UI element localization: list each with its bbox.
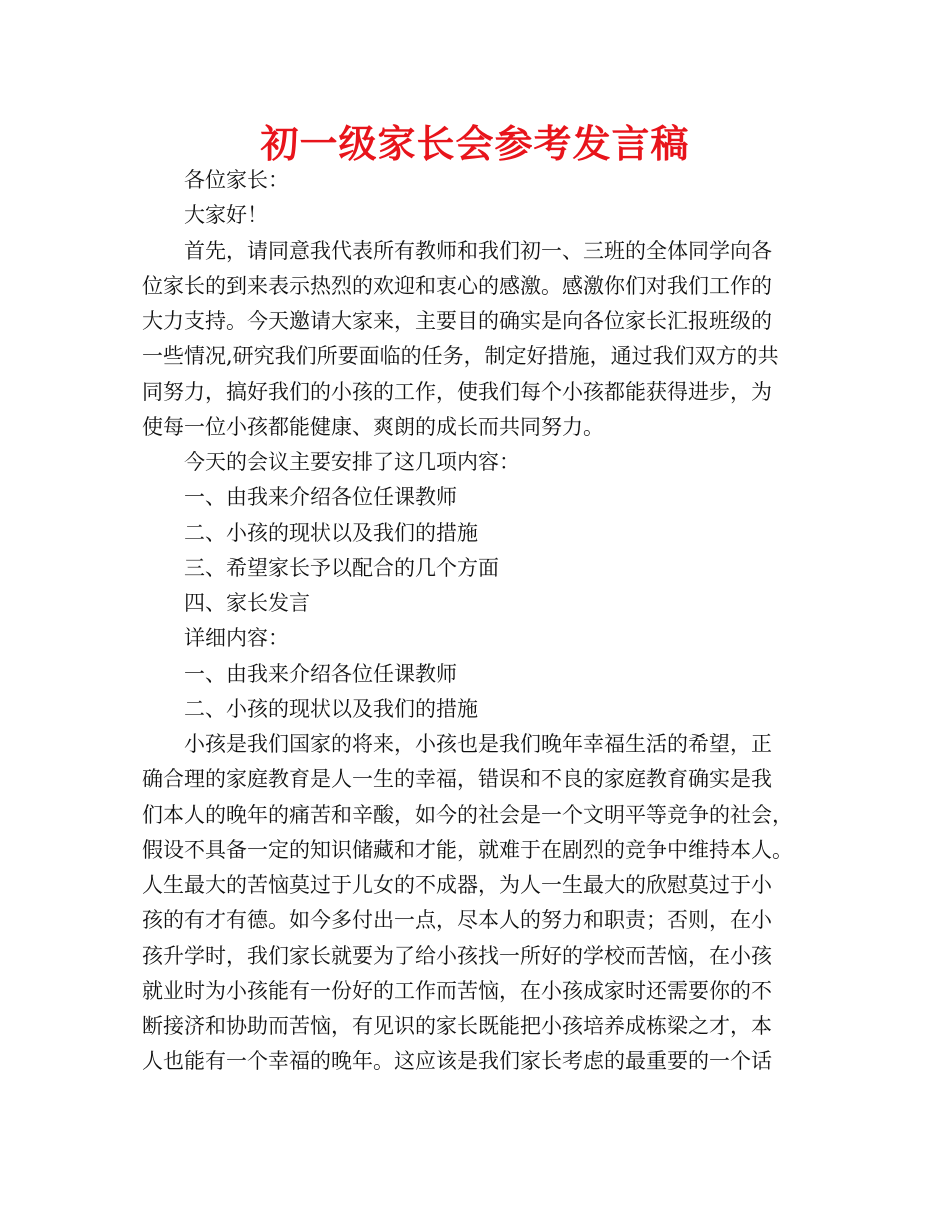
body-text-line: 首先，请同意我代表所有教师和我们初一、三班的全体同学向各: [184, 238, 772, 263]
body-text-line: 详细内容：: [184, 626, 289, 651]
body-text-line: 一、由我来介绍各位任课教师: [184, 485, 457, 510]
body-text-line: 确合理的家庭教育是人一生的幸福，错误和不良的家庭教育确实是我: [142, 767, 772, 792]
body-text-line: 就业时为小孩能有一份好的工作而苦恼，在小孩成家时还需要你的不: [142, 978, 772, 1003]
body-text-line: 断接济和协助而苦恼，有见识的家长既能把小孩培养成栋梁之才，本: [142, 1014, 772, 1038]
body-text-line: 小孩是我们国家的将来，小孩也是我们晚年幸福生活的希望，正: [184, 732, 772, 756]
document-title: 初一级家长会参考发言稿: [260, 121, 690, 166]
body-text-line: 三、希望家长予以配合的几个方面: [184, 555, 499, 580]
body-text-line: 各位家长：: [184, 168, 289, 192]
body-text-line: 使每一位小孩都能健康、爽朗的成长而共同努力。: [142, 414, 604, 439]
body-text-line: 大力支持。今天邀请大家来，主要目的确实是向各位家长汇报班级的: [142, 309, 772, 333]
body-text-line: 假设不具备一定的知识储藏和才能，就难于在剧烈的竞争中维持本人。: [142, 837, 793, 862]
body-text-line: 人生最大的苦恼莫过于儿女的不成器，为人一生最大的欣慰莫过于小: [142, 873, 772, 897]
body-text-line: 同努力，搞好我们的小孩的工作，使我们每个小孩都能获得进步，为: [142, 379, 772, 404]
body-text-line: 一、由我来介绍各位任课教师: [184, 661, 457, 686]
body-text-line: 四、家长发言: [184, 591, 310, 615]
body-text-line: 大家好！: [184, 203, 268, 228]
body-text-line: 二、小孩的现状以及我们的措施: [184, 520, 478, 545]
body-text-line: 孩升学时，我们家长就要为了给小孩找一所好的学校而苦恼，在小孩: [142, 943, 772, 968]
body-text-line: 孩的有才有德。如今多付出一点，尽本人的努力和职责；否则，在小: [142, 908, 772, 933]
body-text-line: 人也能有一个幸福的晚年。这应该是我们家长考虑的最重要的一个话: [142, 1049, 772, 1074]
body-text-line: 今天的会议主要安排了这几项内容：: [184, 450, 520, 474]
body-text-line: 二、小孩的现状以及我们的措施: [184, 696, 478, 721]
body-text-line: 位家长的到来表示热烈的欢迎和衷心的感激。感激你们对我们工作的: [142, 273, 772, 298]
body-text-line: 一些情况,研究我们所要面临的任务，制定好措施，通过我们双方的共: [142, 344, 779, 369]
document-body: [142, 163, 812, 1080]
body-text-line: 们本人的晚年的痛苦和辛酸，如今的社会是一个文明平等竞争的社会，: [142, 802, 793, 827]
